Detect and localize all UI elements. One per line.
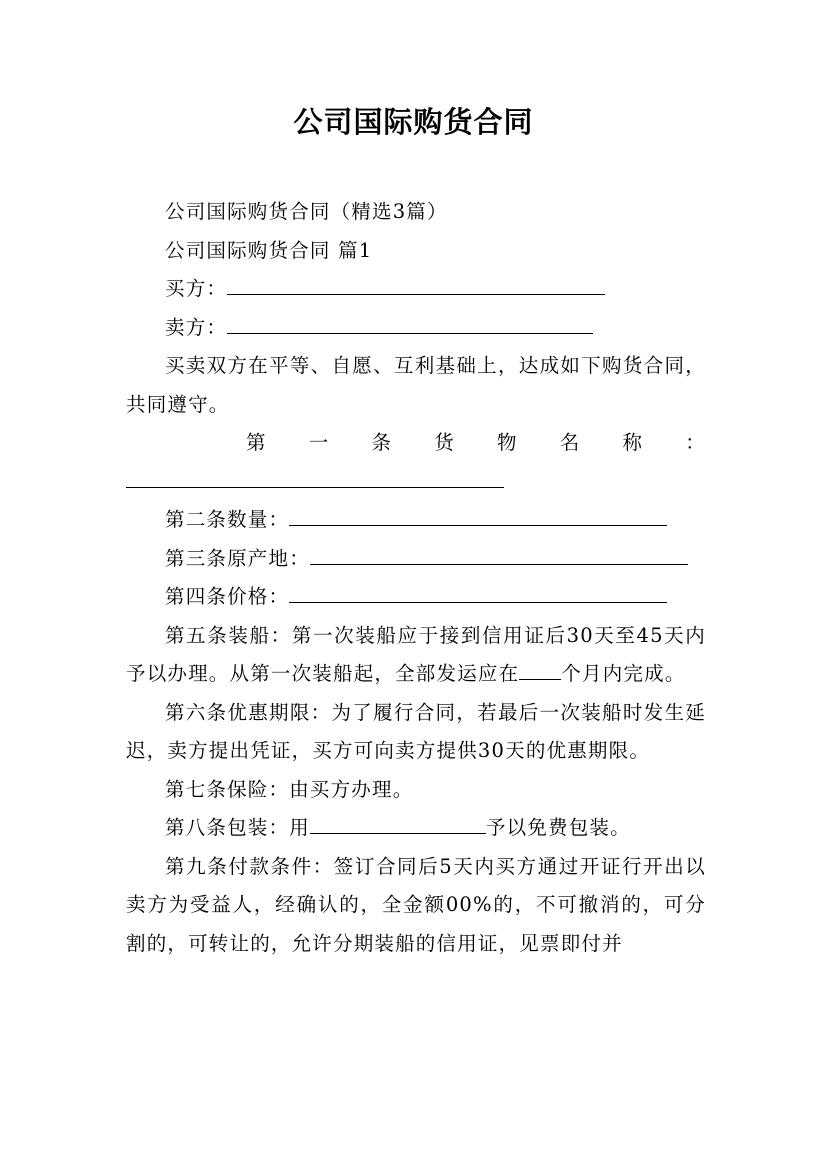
article-1-char: 称 — [622, 431, 644, 454]
article-1-char: 条 — [371, 431, 393, 454]
buyer-blank — [227, 293, 605, 295]
article-1-char: 物 — [497, 431, 518, 454]
article-2-blank — [289, 524, 667, 526]
article-6-paragraph: 第六条优惠期限：为了履行合同，若最后一次装船时发生延迟，卖方提出凭证，买方可向卖方提供30天的优惠期限。 — [126, 700, 706, 762]
article-5-text: 第五条装船：第一次装船应于接到信用证后30天至45天内予以办理。从第一次装船起，全部发运应在 — [126, 623, 706, 685]
buyer-label: 买方： — [165, 277, 228, 300]
seller-blank — [227, 332, 593, 334]
article-2-label: 第二条数量： — [165, 508, 290, 531]
article-1-line — [126, 424, 706, 463]
section-heading: 公司国际购货合同 篇1 — [165, 238, 373, 262]
article-3-label: 第三条原产地： — [165, 546, 310, 570]
article-8-text-end: 予以免费包装。 — [485, 816, 631, 839]
article-1-blank-line — [126, 463, 706, 502]
article-8-paragraph — [126, 809, 706, 848]
article-1-char: ： — [685, 431, 706, 454]
article-8-text: 第八条包装：用 — [165, 816, 310, 839]
buyer-line — [126, 270, 706, 309]
contract-body — [126, 193, 706, 963]
article-1-char: 名 — [559, 431, 581, 454]
article-1-char: 货 — [434, 431, 455, 454]
article-5-paragraph — [126, 617, 706, 694]
seller-label: 卖方： — [165, 315, 228, 339]
article-1-blank — [126, 486, 504, 488]
article-5-text-end: 个月内完成。 — [561, 662, 686, 685]
article-3-line — [126, 540, 706, 579]
article-4-label: 第四条价格： — [165, 585, 290, 608]
subtitle: 公司国际购货合同（精选3篇） — [165, 200, 448, 223]
intro-paragraph: 买卖双方在平等、自愿、互利基础上，达成如下购货合同，共同遵守。 — [126, 354, 706, 416]
article-8-blank — [310, 832, 486, 834]
article-2-line — [126, 501, 706, 540]
seller-line — [126, 309, 706, 348]
article-5-blank — [519, 678, 561, 680]
article-7-paragraph: 第七条保险：由买方办理。 — [165, 777, 414, 801]
article-1-char: 第 — [246, 431, 267, 454]
article-4-line — [126, 578, 706, 617]
document-title: 公司国际购货合同 — [293, 105, 534, 139]
article-9-paragraph: 第九条付款条件：签订合同后5天内买方通过开证行开出以卖方为受益人，经确认的，全金额00%的，不可撤消的，可分割的，可转让的，允许分期装船的信用证，见票即付并 — [126, 854, 706, 955]
article-1-char: 一 — [308, 431, 330, 454]
article-4-blank — [289, 601, 667, 603]
article-3-blank — [310, 563, 688, 565]
